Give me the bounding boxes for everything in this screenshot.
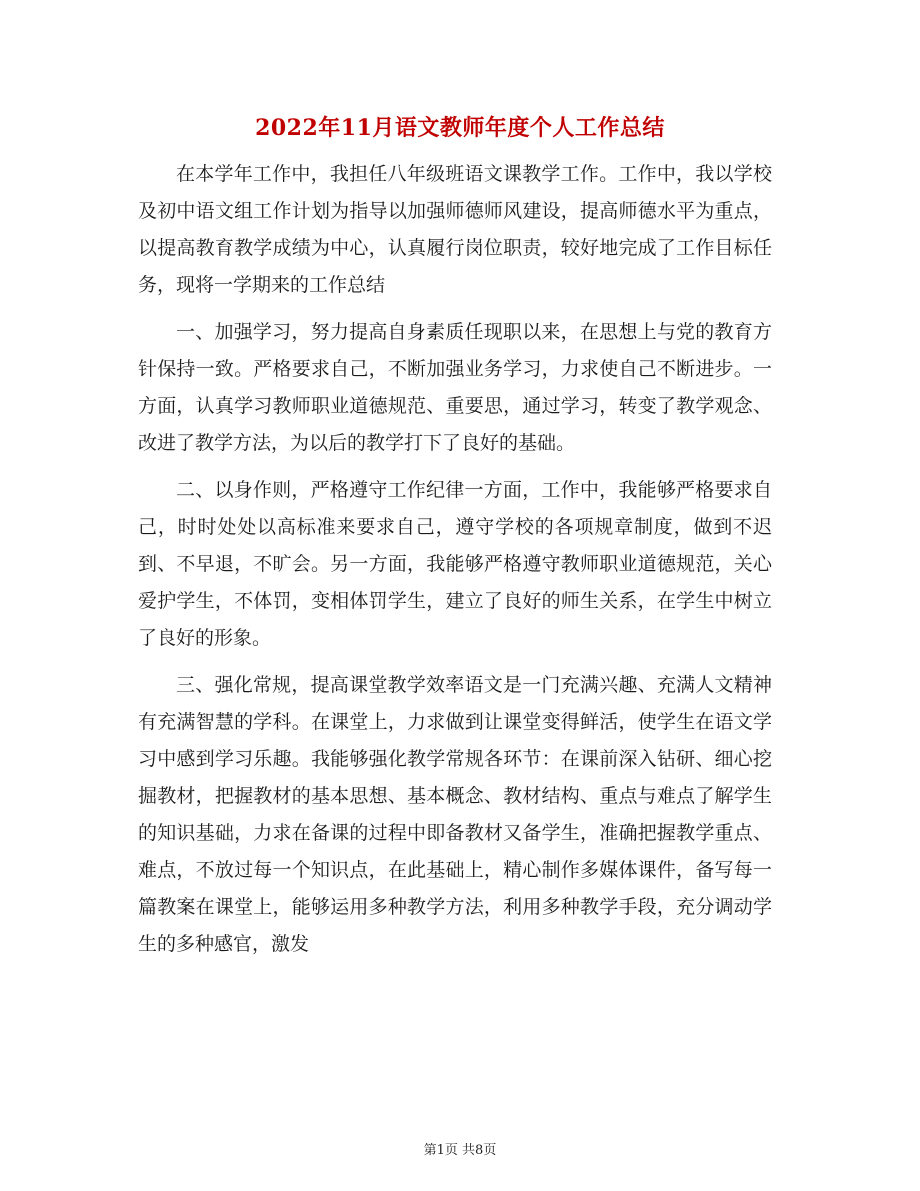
paragraph-section-2: 二、以身作则，严格遵守工作纪律一方面，工作中，我能够严格要求自己，时时处处以高标准来要求自己，遵守学校的各项规章制度，做到不迟到、不早退，不旷会。另一方面，我能够严格遵守教师职业道德规范，关心爱护学生，不体罚，变相体罚学生，建立了良好的师生关系，在学生中树立了良好的形象。 <box>138 479 772 649</box>
page-indicator: 第1页 共8页 <box>423 1143 497 1158</box>
paragraph-section-1: 一、加强学习，努力提高自身素质任现职以来，在思想上与党的教育方针保持一致。严格要求自己，不断加强业务学习，力求使自己不断进步。一方面，认真学习教师职业道德规范、重要思，通过学习，转变了教学观念、改进了教学方法，为以后的教学打下了良好的基础。 <box>138 321 772 454</box>
document-title: 2022年11月语文教师年度个人工作总结 <box>255 115 665 141</box>
paragraph-section-3: 三、强化常规，提高课堂教学效率语文是一门充满兴趣、充满人文精神有充满智慧的学科。在课堂上，力求做到让课堂变得鲜活，使学生在语文学习中感到学习乐趣。我能够强化教学常规各环节：在课前深入钻研、细心挖掘教材，把握教材的基本思想、基本概念、教材结构、重点与难点了解学生的知识基础，力求在备课的过程中即备教材又备学生，准确把握教学重点、难点，不放过每一个知识点，在此基础上，精心制作多媒体课件，备写每一篇教案在课堂上，能够运用多种教学方法，利用多种教学手段，充分调动学生的多种感官，激发 <box>138 674 772 955</box>
document-body <box>138 156 772 973</box>
paragraph-intro: 在本学年工作中，我担任八年级班语文课教学工作。工作中，我以学校及初中语文组工作计划为指导以加强师德师风建设，提高师德水平为重点，以提高教育教学成绩为中心，认真履行岗位职责，较好地完成了工作目标任务，现将一学期来的工作总结 <box>138 163 772 296</box>
